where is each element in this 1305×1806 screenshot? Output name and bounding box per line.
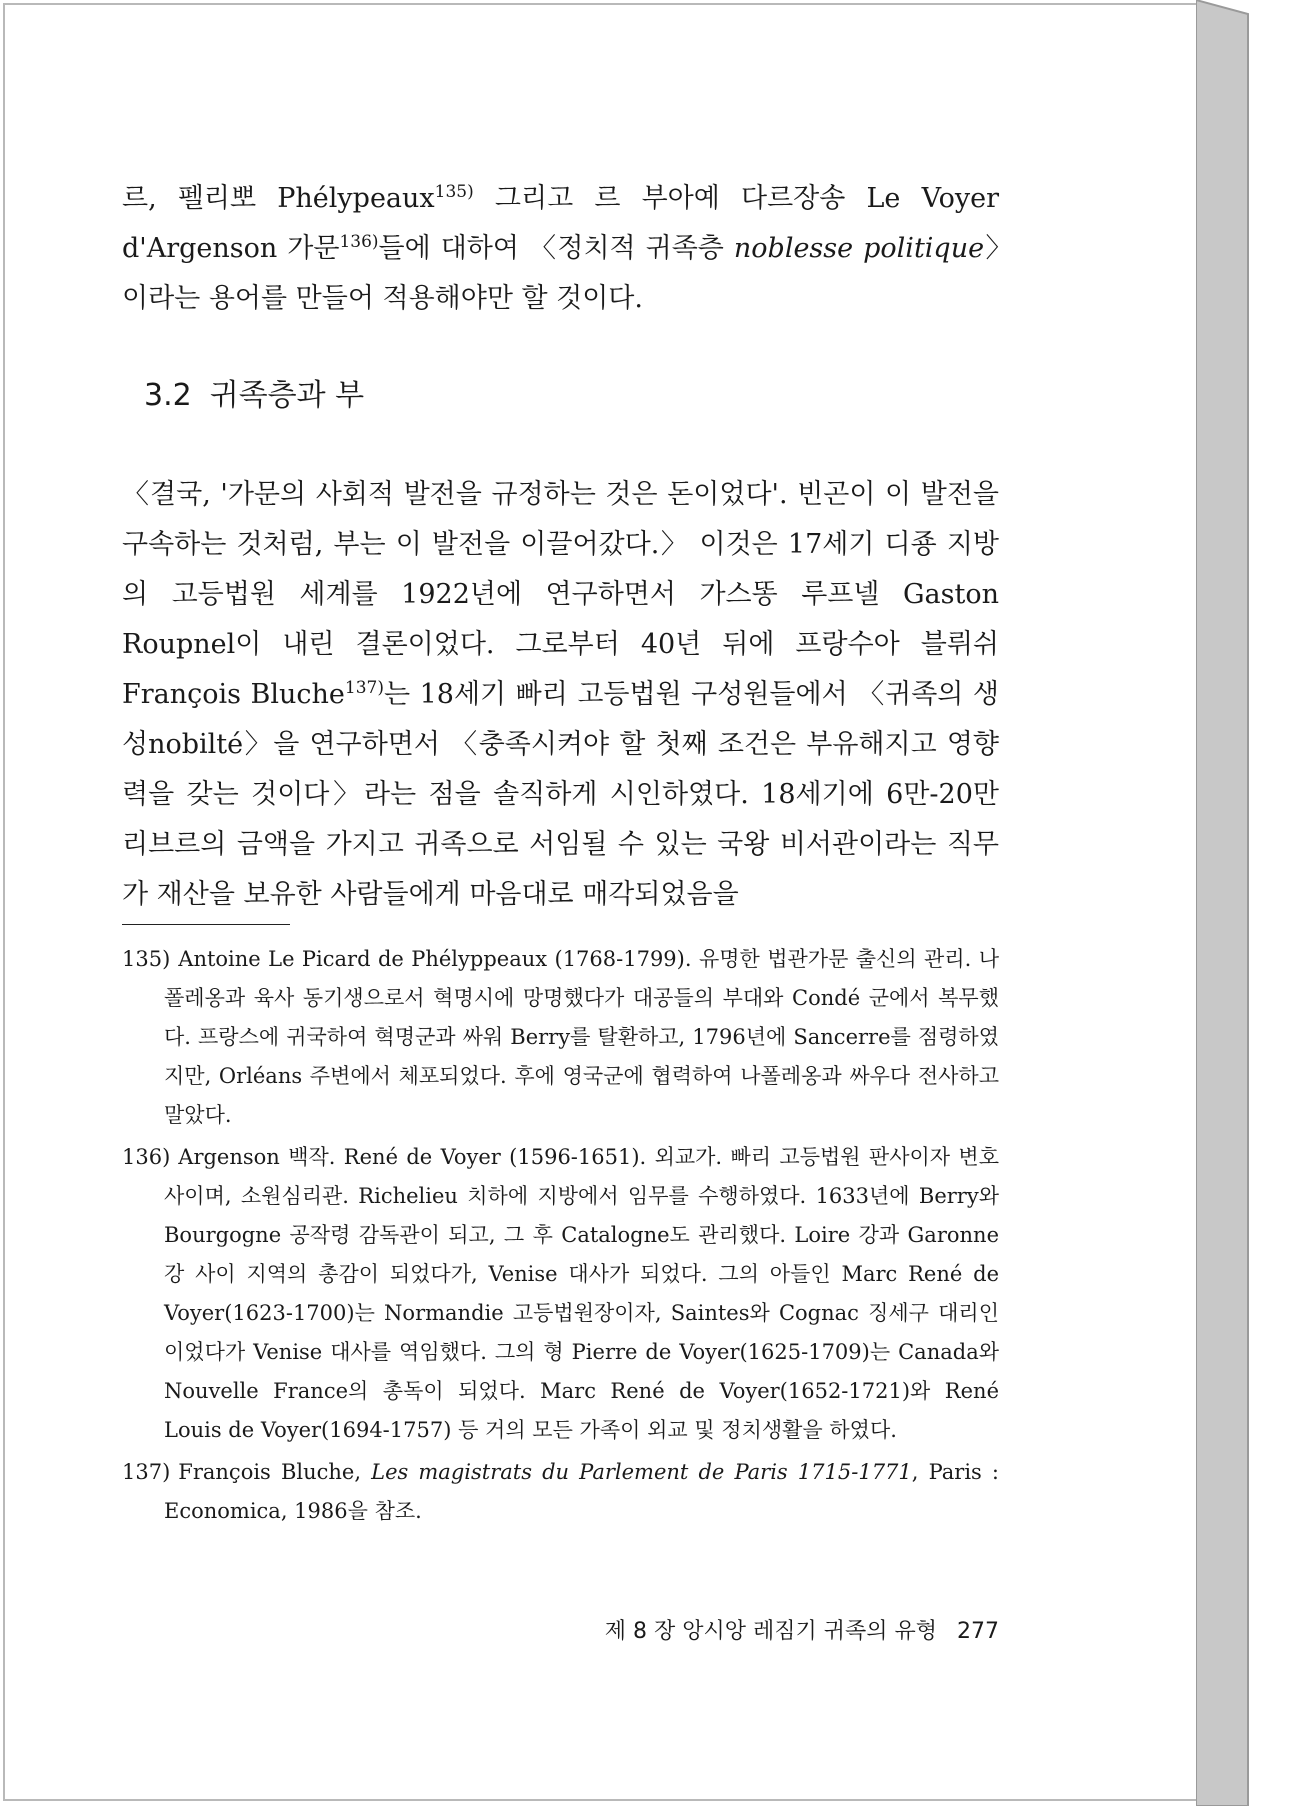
text-run: 〈결국, '가문의 사회적 발전을 규정하는 것은 돈이었다'. 빈곤이 이 발전을 구속하는 것처럼, 부는 이 발전을 이끌어갔다.〉 이것은 17세기 디죵 지방의 고등법원 세계를 1922년에 연구하면서 가스똥 루프넬 Gaston Roupnel이 내린 결론이었다. 그로부터 40년 뒤에 프랑수아 블뤼쉬 François Bluche	[122, 479, 999, 710]
text-run: 들에 대하여 〈정치적 귀족층	[378, 233, 734, 264]
footnote-135	[122, 940, 999, 1135]
footnote-ref-137[interactable]: 137)	[344, 678, 384, 698]
footnote-text: Argenson 백작. René de Voyer (1596-1651). 외교가. 빠리 고등법원 판사이자 변호사이며, 소원심리관. Richelieu 치하에 지방에서 임무를 수행하였다. 1633년에 Berry와 Bourgogne 공작령 감독관이 되고, 그 후 Catalogne도 관리했다. Loire 강과 Garonne 강 사이 지역의 총감이 되었다가, Venise 대사가 되었다. 그의 아들인 Marc René de Voyer(1623-1700)는 Normandie 고등법원장이자, Saintes와 Cognac 징세구 대리인이었다가 Venise 대사를 역임했다. 그의 형 Pierre de Voyer(1625-1709)는 Canada와 Nouvelle France의 총독이 되었다. Marc René de Voyer(1652-1721)와 René Louis de Voyer(1694-1757) 등 거의 모든 가족이 외교 및 정치생활을 하였다.	[164, 1145, 999, 1442]
text-run: 〉이라는 용어를 만들어 적용해야만 할 것이다.	[122, 233, 1000, 314]
section-number: 3.2	[144, 378, 192, 413]
footnote-text: François Bluche,	[178, 1460, 372, 1484]
italic-term: noblesse politique	[733, 233, 985, 264]
footnotes	[122, 940, 999, 1534]
footnote-ref-135[interactable]: 135)	[434, 182, 474, 202]
page-edge-shadow	[1196, 0, 1302, 1806]
page-number: 277	[957, 1619, 999, 1644]
book-title: Les magistrats du Parlement de Paris 1715-1771	[371, 1460, 912, 1484]
footnote-divider	[122, 924, 290, 925]
text-run: 그리고 르 부아예 다르장송 Le Voyer d'Argenson 가문	[122, 183, 999, 264]
footnote-136	[122, 1138, 999, 1450]
footnote-text: , Paris : Economica, 1986을 참조.	[164, 1460, 999, 1523]
footnote-text: Antoine Le Picard de Phélyppeaux (1768-1799). 유명한 법관가문 출신의 관리. 나폴레옹과 육사 동기생으로서 혁명시에 망명했다가 대공들의 부대와 Condé 군에서 복무했다. 프랑스에 귀국하여 혁명군과 싸워 Berry를 탈환하고, 1796년에 Sancerre를 점령하였지만, Orléans 주변에서 체포되었다. 후에 영국군에 협력하여 나폴레옹과 싸우다 전사하고 말았다.	[164, 947, 999, 1127]
text-run: 르, 펠리뽀 Phélypeaux	[122, 183, 435, 214]
section-title: 귀족층과 부	[209, 378, 365, 413]
chapter-title: 제 8 장 앙시앙 레짐기 귀족의 유형	[604, 1619, 937, 1644]
running-footer	[605, 1614, 999, 1645]
section-heading	[144, 370, 364, 414]
paragraph-intro	[122, 174, 999, 324]
footnote-number: 135)	[122, 947, 171, 971]
footnote-number: 137)	[122, 1460, 171, 1484]
paragraph-main	[122, 470, 999, 920]
footnote-137	[122, 1453, 999, 1531]
text-run: 는 18세기 빠리 고등법원 구성원들에서 〈귀족의 생성nobilté〉을 연구하면서 〈충족시켜야 할 첫째 조건은 부유해지고 영향력을 갖는 것이다〉라는 점을 솔직하게 시인하였다. 18세기에 6만-20만 리브르의 금액을 가지고 귀족으로 서임될 수 있는 국왕 비서관이라는 직무가 재산을 보유한 사람들에게 마음대로 매각되었음을	[122, 679, 999, 910]
footnote-number: 136)	[122, 1145, 171, 1169]
footnote-ref-136[interactable]: 136)	[339, 232, 379, 252]
